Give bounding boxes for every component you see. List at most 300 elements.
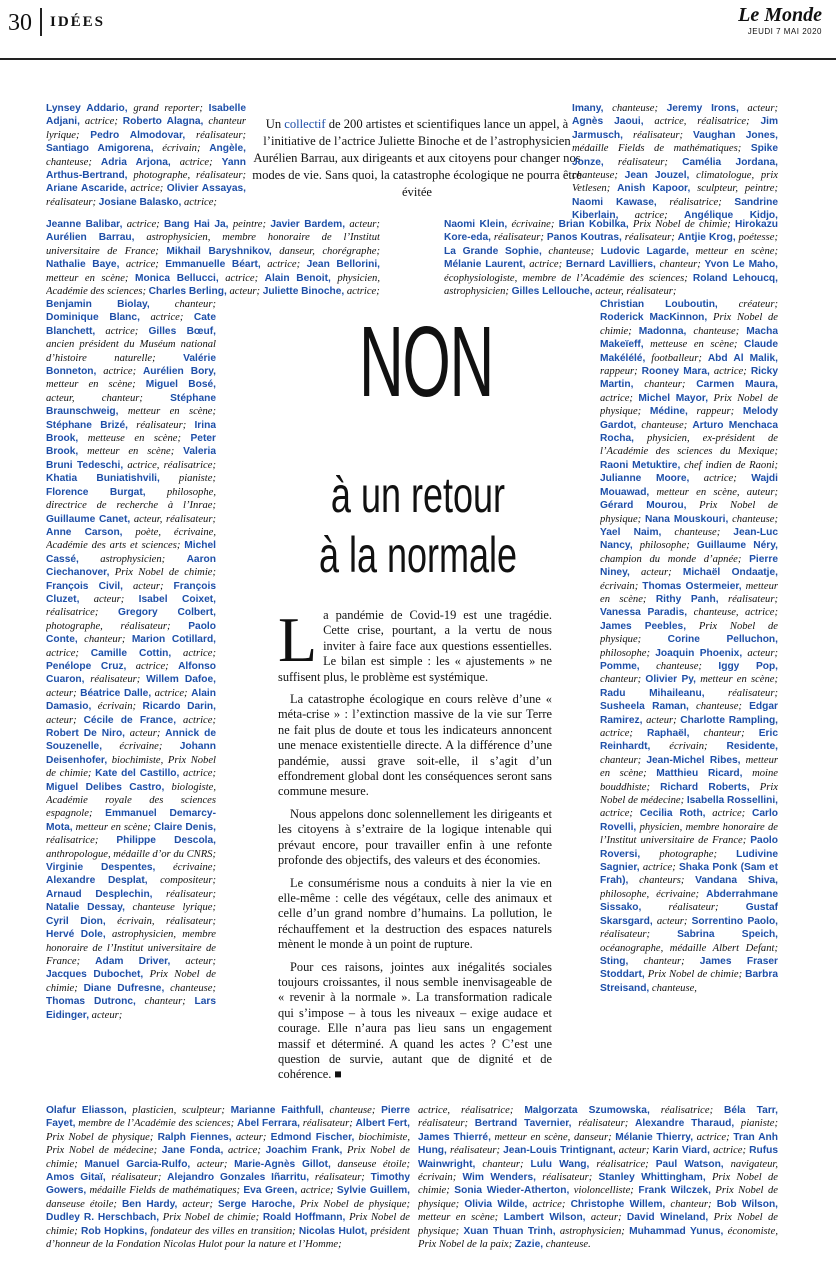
signatory-name: Benjamin Biolay, — [46, 299, 150, 310]
signatory-name: Jim Jarmusch, — [572, 116, 778, 141]
signatory-name: Ricky Martin, — [600, 366, 778, 391]
signatory-role: créateur; — [717, 299, 778, 310]
signatory-entry — [149, 286, 263, 297]
signatory-entry — [647, 728, 759, 739]
signatory-name: Lambert Wilson, — [503, 1212, 586, 1224]
signatory-name: Rithy Panh, — [655, 593, 719, 605]
signatory-name: Christophe Willem, — [570, 1198, 666, 1210]
signatory-role: actrice; — [122, 219, 165, 230]
signatory-entry — [84, 983, 216, 994]
signatory-role: plasticien, sculpteur; — [126, 1105, 231, 1116]
signatory-role: astrophysicien, membre honoraire de l’Institut universitaire de France; — [46, 232, 380, 257]
signatory-role: actrice; — [46, 647, 91, 659]
signatory-role: écrivain; — [153, 143, 210, 155]
signatory-role: metteur en scène; — [696, 674, 778, 686]
signatory-name: Sabrina Speich, — [677, 929, 778, 941]
signatory-name: Marie-Agnès Gillot, — [234, 1158, 331, 1170]
signatory-role: metteuse en scène; — [78, 433, 191, 445]
signatory-role: chanteuse; — [686, 325, 747, 337]
signatory-name: Charlotte Rampling, — [680, 714, 778, 726]
signatory-name: Lynsey Addario, — [46, 103, 128, 114]
signatory-entry — [46, 875, 216, 886]
signatory-entry — [635, 1118, 778, 1129]
signatory-entry — [600, 661, 718, 672]
signatory-name: Muhammad Yunus, — [629, 1225, 724, 1237]
signatory-entry — [667, 103, 778, 114]
signatory-name: Peter Brook, — [46, 433, 216, 458]
signatory-name: Vanessa Paradis, — [600, 607, 688, 619]
signatory-role: Prix Nobel de physique; — [46, 1131, 158, 1143]
signatory-role: actrice; — [600, 728, 647, 739]
signatory-role: metteuse en scène; — [643, 339, 745, 351]
signatory-role: réalisateur; — [309, 1172, 371, 1184]
signatories-right-column — [600, 298, 778, 1102]
signatory-role: actrice; — [709, 1145, 750, 1157]
signatory-role: chanteuse; — [728, 513, 778, 525]
signatory-role: économiste, Prix Nobel de la paix; — [418, 1225, 778, 1251]
signatory-role: président d’honneur de la Fondation Nicolas Hulot pour la nature et l’Homme; — [46, 1225, 410, 1251]
signatory-name: Annick de Souzenelle, — [46, 728, 216, 753]
signatory-entry — [504, 1212, 627, 1223]
signatory-role: réalisateur; — [641, 902, 746, 914]
signatory-role: acteur; — [738, 103, 778, 114]
signatory-role: violoncelliste; — [569, 1185, 639, 1197]
signatory-role: peintre; — [228, 219, 271, 230]
signatory-name: Imany, — [572, 103, 604, 114]
signatory-name: Pedro Almodovar, — [90, 129, 186, 141]
signatory-role: acteur, réalisateur; — [130, 513, 216, 525]
header-rule — [0, 58, 836, 60]
signatory-role: actrice; — [95, 325, 149, 337]
signatory-entry — [46, 420, 194, 431]
signatory-role: metteur en scène; — [600, 580, 778, 605]
signatory-name: Monica Bellucci, — [134, 272, 219, 284]
signatory-role: réalisatrice; — [656, 196, 735, 208]
signatory-role: danseur, chorégraphe; — [271, 245, 380, 257]
signatory-role: réalisatrice; — [46, 607, 119, 619]
signatory-entry — [655, 648, 778, 659]
signatory-entry — [617, 183, 778, 194]
signatory-role: chanteuse; — [639, 660, 719, 672]
article-paragraph-2: La catastrophe écologique en cours relève d’une « méta-crise » : l’extinction massive de la vie sur Terre ne fait plus de doute et tous les indicateurs annoncent une menace existentielle directe. A la différence d’une pandémie, aussi grave soit-elle, il s’agit d’un effondrement global dont les conséquences seront sans commune mesure. — [278, 692, 552, 799]
signatory-entry — [600, 688, 778, 699]
signatory-name: Willem Dafoe, — [146, 674, 216, 686]
signatory-role: metteur en scène; — [46, 272, 135, 284]
signatory-role: physicien, ex-président de l’Académie des sciences du Mexique; — [600, 433, 778, 458]
signatory-name: Eva Green, — [243, 1185, 298, 1197]
signatories-bottom-right — [418, 1104, 778, 1264]
signatory-name: Cyril Dion, — [46, 915, 106, 927]
signatory-role: acteur; — [79, 593, 139, 605]
signatory-role: actrice; — [639, 862, 679, 874]
signatory-role: sculpteur, peintre; — [690, 183, 778, 195]
signatory-role: actrice; — [126, 660, 179, 672]
signatory-name: Jean Bellorini, — [306, 259, 380, 271]
signatory-entry — [601, 246, 778, 257]
signatory-entry — [46, 299, 216, 310]
signatory-name: Paul Watson, — [655, 1158, 724, 1170]
signatory-name: Roberto Alagna, — [122, 116, 204, 128]
signatory-entry — [571, 1199, 717, 1210]
signatory-role: actrice; — [527, 1198, 571, 1210]
signatory-name: James Fraser Stoddart, — [600, 955, 778, 981]
signatory-name: Robert De Niro, — [46, 728, 125, 739]
signatory-role: Prix Nobel de chimie; — [109, 567, 216, 579]
signatory-role: Prix Nobel de physique; — [295, 1198, 410, 1210]
signatory-role: navigateur, écrivain; — [418, 1158, 778, 1184]
signatory-name: Penélope Cruz, — [46, 660, 127, 672]
signatory-role: astrophysicien; — [78, 553, 187, 565]
signatory-role: acteur; — [585, 1212, 627, 1224]
signatory-entry — [524, 1105, 724, 1116]
signatory-entry — [645, 674, 778, 685]
signatory-name: Cecilia Roth, — [639, 808, 706, 820]
signatory-name: Philippe Descola, — [116, 835, 216, 847]
signatory-name: Valérie Bonneton, — [46, 352, 216, 378]
signatory-entry — [652, 1145, 749, 1156]
signatory-name: Olafur Eliasson, — [46, 1105, 127, 1116]
article-paragraph-5: Pour ces raisons, jointes aux inégalités sociales toujours croissantes, il nous semble inenvisageable de « revenir à la normale ». La transformation radicale qui s’impose – à tous les niveaux – exige audace et courage. Elle n’aura pas lieu sans un engagement massif et déterminé. A quand les actes ? C’est une question de survie, autant que de dignité et de cohérence. ■ — [278, 959, 552, 1082]
signatory-role: actrice; — [618, 210, 684, 220]
signatory-entry — [444, 259, 566, 270]
signatory-entry — [572, 103, 667, 114]
signatory-role: Prix Nobel de médecine; — [600, 781, 778, 807]
signatory-entry — [46, 473, 216, 484]
signatory-entry — [640, 808, 752, 819]
signatory-role: réalisateur; — [622, 129, 694, 141]
signatory-role: ancien président du Muséum national d’histoire naturelle; — [46, 339, 216, 364]
signatory-role: astrophysicien, membre honoraire de l’Institut universitaire de France; — [46, 929, 216, 967]
signatory-role: chanteur; — [77, 634, 132, 646]
signatory-name: Jean-Michel Ribes, — [646, 754, 741, 766]
article-paragraph-3: Nous appelons donc solennellement les dirigeants et les citoyens à s’extraire de la logique intenable qui prévaut encore, pour travailler enfin à une refonte profonde des objectifs, des valeurs et des économies. — [278, 806, 552, 868]
signatory-name: Pierre Fayet, — [46, 1105, 410, 1130]
signatory-name: Diane Dufresne, — [83, 982, 165, 994]
signatory-role: membre de l’Académie des sciences; — [75, 1118, 237, 1130]
signatory-name: Karin Viard, — [652, 1145, 710, 1157]
signatory-role: fondateur des villes en transition; — [147, 1225, 299, 1237]
signatory-role: Prix Nobel de chimie; — [600, 312, 778, 337]
signatory-name: Josiane Balasko, — [98, 196, 182, 208]
signatory-role: acteur, chanteur; — [46, 392, 171, 404]
signatory-name: Isabel Coixet, — [138, 593, 216, 605]
signatory-name: Aurélien Bory, — [142, 366, 216, 378]
signatory-role: réalisateur; — [491, 232, 547, 244]
signatory-role: acteur; — [89, 1009, 123, 1021]
signatory-role: actrice; — [96, 366, 143, 378]
signatory-role: acteur; — [345, 219, 380, 230]
signatory-entry — [515, 1239, 591, 1250]
signatory-role: réalisateur; — [571, 1118, 635, 1130]
signatory-entry — [559, 219, 735, 230]
signatory-role: réalisateur; — [185, 129, 246, 141]
page-header — [0, 0, 836, 58]
signatory-name: François Cluzet, — [46, 580, 216, 605]
signatory-role: réalisatrice; — [46, 835, 117, 847]
signatory-entry — [46, 889, 216, 900]
signatory-role: climatologue, prix Vetlesen; — [572, 170, 778, 195]
signatory-name: Sonia Wieder-Atherton, — [454, 1185, 570, 1197]
signatory-entry — [46, 143, 209, 154]
signatory-name: Cate Blanchett, — [46, 312, 216, 337]
signatory-entry — [572, 197, 734, 208]
signatory-entry — [650, 406, 743, 417]
signatory-role: chanteuse, actrice; — [687, 607, 778, 619]
signatory-name: Carmen Maura, — [696, 379, 778, 391]
signatory-entry — [566, 259, 705, 270]
headline-line-2: à un retour — [330, 467, 506, 523]
signatory-entry — [512, 286, 677, 297]
signatory-role: actrice; — [223, 1145, 266, 1157]
signatory-role: acteur; — [742, 647, 778, 659]
signatory-role: réalisateur; — [621, 232, 678, 244]
signatory-role: actrice; — [170, 156, 222, 168]
signatory-name: Olivia Wilde, — [464, 1198, 528, 1210]
signatory-name: Edmond Fischer, — [270, 1131, 355, 1143]
signatory-role: moine bouddhiste; — [600, 768, 778, 793]
signatory-role: actrice; — [119, 259, 166, 271]
signatory-name: Joachim Frank, — [265, 1145, 343, 1157]
signatory-name: Shaka Ponk (Sam et Frah), — [600, 862, 778, 887]
signatory-role: actrice; — [126, 183, 167, 195]
signatory-entry — [46, 183, 167, 194]
signatory-role: acteur; — [125, 728, 166, 739]
signatory-entry — [46, 661, 178, 672]
signatory-role: chanteur; — [600, 674, 646, 686]
signatory-entry — [600, 701, 749, 712]
signatory-role: chanteuse; — [164, 982, 216, 994]
signatory-entry — [46, 312, 194, 323]
signatory-role: metteur en scène; — [688, 245, 778, 257]
signatory-role: réalisateur; — [536, 1172, 599, 1184]
signatory-name: Joaquin Phoenix, — [655, 647, 743, 659]
signatory-role: astrophysicien; — [555, 1225, 630, 1237]
signatory-entry — [167, 1172, 370, 1183]
signatory-role: acteur; — [177, 1198, 219, 1210]
signatory-name: Béla Tarr, — [724, 1105, 778, 1116]
article-paragraph-1 — [278, 604, 552, 685]
headline-line-3: à la normale — [318, 527, 518, 583]
signatory-entry — [218, 1199, 410, 1210]
signatory-entry — [270, 219, 380, 230]
signatory-name: Béatrice Dalle, — [80, 687, 152, 699]
signatory-role: réalisateur; — [704, 687, 778, 699]
signatory-name: Madonna, — [638, 325, 687, 337]
signatory-name: Roland Lehoucq, — [692, 272, 778, 284]
signatory-name: Aaron Ciechanover, — [46, 553, 216, 579]
signatory-name: Pomme, — [600, 660, 640, 672]
signatory-role: écrivain, réalisateur; — [105, 915, 216, 927]
signatory-entry — [99, 197, 217, 208]
signatory-entry — [46, 581, 174, 592]
signatory-name: Rufus Wainwright, — [418, 1145, 778, 1170]
signatory-entry — [454, 1185, 638, 1196]
signatory-name: Raphaël, — [646, 728, 690, 739]
signatory-role: metteur en scène; — [72, 821, 154, 833]
signatory-name: Serge Haroche, — [218, 1198, 296, 1210]
signatory-name: Albert Fert, — [355, 1118, 410, 1130]
signatory-entry — [234, 1159, 410, 1170]
signatory-name: Angélique Kidjo, — [683, 210, 778, 220]
signatory-name: Alejandro Gonzales Iñarritu, — [167, 1172, 310, 1184]
signatory-name: Ludivine Sagnier, — [600, 848, 778, 874]
signatory-role: metteur en scène, auteur; — [649, 486, 778, 498]
signatory-entry — [642, 366, 751, 377]
signatory-entry — [418, 1105, 524, 1116]
signatory-entry — [122, 1199, 218, 1210]
signatory-name: Ben Hardy, — [121, 1198, 178, 1210]
signatory-name: Bernard Lavilliers, — [565, 259, 656, 271]
signatory-entry — [162, 1145, 266, 1156]
signatory-name: Eric Reinhardt, — [600, 728, 778, 753]
signatory-name: François Civil, — [46, 580, 123, 592]
signatory-entry — [46, 103, 209, 114]
signatory-role: chanteur lyrique; — [46, 116, 246, 141]
signatory-entry — [135, 273, 265, 284]
signatory-name: Olivier Assayas, — [166, 183, 246, 195]
signatory-role: Prix Nobel de chimie; — [46, 1145, 410, 1170]
signatory-name: Vandana Shiva, — [695, 875, 778, 887]
signatory-entry — [81, 1226, 299, 1237]
signatory-entry — [656, 594, 778, 605]
signatory-name: Julianne Moore, — [600, 473, 690, 485]
signatory-name: Michel Mayor, — [638, 392, 709, 404]
signatory-entry — [462, 1172, 598, 1183]
signatory-role: chanteur; — [628, 955, 700, 967]
signatory-role: acteur; — [615, 1145, 653, 1157]
signatory-name: Gustaf Skarsgard, — [600, 902, 778, 927]
signatory-name: Thomas Dutronc, — [46, 996, 136, 1008]
signatory-role: physicien, membre honoraire de l’Institut universitaire de France; — [600, 821, 778, 847]
signatory-entry — [46, 902, 216, 913]
signatory-role: compositeur; — [147, 875, 216, 887]
signatory-role: actrice; — [139, 312, 194, 324]
signatory-role: physicien, Académie des sciences; — [46, 272, 380, 298]
signatory-role: chanteuse; — [46, 156, 101, 168]
signatory-role: actrice; — [705, 808, 752, 820]
signatory-role: Prix Nobel de physique; — [418, 1185, 778, 1210]
signatory-entry — [95, 956, 216, 967]
signatory-name: Lulu Wang, — [530, 1158, 590, 1170]
signatory-role: chanteuse lyrique; — [124, 902, 216, 914]
signatory-entry — [166, 246, 380, 257]
signatory-role: réalisateur; — [718, 593, 778, 605]
signatory-name: Juliette Binoche, — [262, 286, 345, 298]
signatory-role: chanteuse; — [688, 701, 750, 713]
signatory-entry — [678, 232, 778, 243]
signatories-left-column — [46, 298, 216, 1102]
signatory-role: chef indien de Raoni; — [680, 459, 778, 471]
signatory-name: Guillaume Canet, — [46, 513, 131, 525]
signatory-entry — [101, 157, 222, 168]
signatory-role: metteur en scène; — [118, 406, 216, 418]
signatory-role: danseuse étoile; — [46, 1198, 122, 1210]
newspaper-logo: Le Monde — [738, 4, 822, 26]
signatory-role: réalisateur; — [152, 888, 216, 900]
signatory-entry — [46, 862, 216, 873]
signatory-role: metteur en scène; — [46, 379, 146, 391]
signatory-role: actrice; — [689, 473, 752, 485]
signatory-role: metteur en scène, danseur; — [490, 1131, 616, 1143]
signatory-entry — [600, 527, 733, 538]
signatory-name: Panos Koutras, — [546, 232, 622, 244]
signatory-name: Bob Wilson, — [716, 1198, 778, 1210]
signatory-role: chanteuse; — [323, 1105, 382, 1116]
signatory-name: Johann Deisenhofer, — [46, 741, 216, 766]
signatory-role: actrice; — [79, 116, 123, 128]
signatory-name: Frank Wilczek, — [638, 1185, 711, 1197]
signatory-role: metteur en scène; — [78, 446, 184, 458]
signatory-role: chanteur; — [135, 996, 195, 1008]
signatories-right-top — [572, 102, 778, 220]
signatory-name: Anne Carson, — [46, 526, 123, 538]
signatory-name: Dudley R. Herschbach, — [46, 1212, 160, 1224]
signatory-name: Jean-Louis Trintignant, — [503, 1145, 616, 1157]
signatory-role: actrice; — [176, 714, 216, 726]
signatory-name: Amos Gitaï, — [46, 1172, 106, 1184]
signatory-role: chanteur; — [689, 728, 759, 739]
signatory-entry — [46, 259, 165, 270]
signatory-name: Hervé Dole, — [46, 929, 106, 941]
signatory-name: Susheela Raman, — [600, 701, 689, 713]
signatory-name: Angèle, — [209, 143, 246, 155]
signatory-name: Antjie Krog, — [677, 232, 736, 244]
signatory-name: Yvon Le Maho, — [704, 259, 778, 271]
signatory-role: actrice; — [709, 366, 751, 378]
signatories-bottom-left — [46, 1104, 410, 1264]
signatory-role: chanteur; — [475, 1158, 531, 1170]
signatory-name: Florence Burgat, — [46, 486, 146, 498]
signatory-role: chanteurs; — [628, 875, 696, 887]
signatory-role: écrivain; — [650, 741, 727, 753]
signatory-role: chanteuse; — [636, 419, 693, 431]
signatory-name: Jeremy Irons, — [666, 103, 739, 114]
signatory-role: écrivaine; — [102, 741, 180, 753]
signatory-name: Tran Anh Hung, — [418, 1131, 778, 1157]
signatory-role: acteur; — [190, 1158, 235, 1170]
signatory-role: actrice; — [600, 392, 639, 404]
signatory-entry — [46, 1105, 231, 1116]
signatory-entry — [91, 648, 216, 659]
signatory-entry — [547, 232, 678, 243]
signatory-name: Malgorzata Szumowska, — [524, 1105, 650, 1116]
signatory-name: Santiago Amigorena, — [46, 143, 154, 155]
signatory-role: Prix Nobel de physique; — [418, 1212, 778, 1237]
signatory-name: Nana Mouskouri, — [645, 513, 729, 525]
signatory-name: Jacques Dubochet, — [46, 969, 144, 981]
signatory-role: Prix Nobel de physique; — [600, 620, 778, 646]
signatory-name: Matthieu Ricard, — [656, 768, 743, 780]
signatory-entry — [158, 1132, 271, 1143]
signatory-name: Irina Brook, — [46, 419, 216, 445]
signatory-role: actrice; — [218, 272, 265, 284]
signatory-name: Xuan Thuan Trinh, — [463, 1225, 556, 1237]
signatory-name: Alexandre Desplat, — [46, 875, 148, 887]
signatory-role: réalisateur; — [46, 196, 99, 208]
signatory-entry — [243, 1185, 336, 1196]
intro-collectif-link[interactable]: collectif — [284, 117, 326, 131]
signatory-name: Isabelle Adjani, — [46, 103, 246, 128]
signatory-role: chanteuse; — [661, 526, 734, 538]
signatory-entry — [80, 688, 191, 699]
signatory-name: Spike Jonze, — [572, 143, 778, 168]
signatory-name: Nicolas Hulot, — [298, 1225, 368, 1237]
signatory-role: réalisatrice; — [589, 1158, 656, 1170]
signatory-role: biologiste, Académie royale des sciences espagnole; — [46, 781, 216, 820]
signatory-name: Rob Hopkins, — [80, 1225, 148, 1237]
signatory-entry — [600, 299, 778, 310]
signatory-name: Stéphane Braunschweig, — [46, 392, 216, 418]
